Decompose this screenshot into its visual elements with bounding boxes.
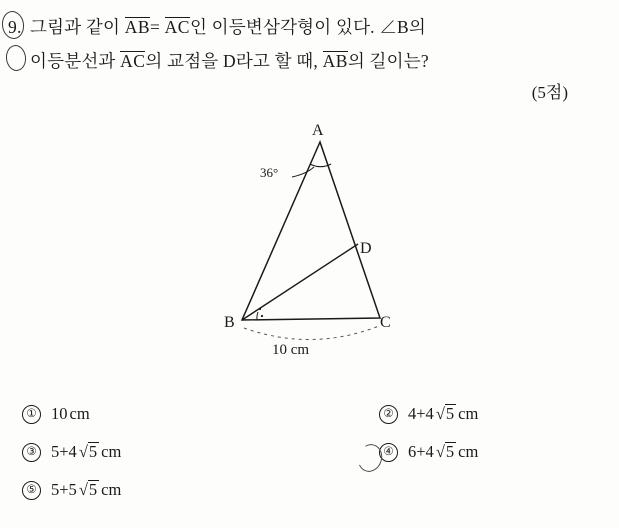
choice-marker-3: ③ (22, 443, 41, 462)
label-point-d: D (360, 240, 372, 257)
label-vertex-c: C (380, 314, 391, 331)
choice-unit-1: cm (69, 404, 90, 423)
question-number: 9. (8, 17, 22, 37)
question-line-1 (8, 10, 608, 44)
radicand-3: 5 (88, 442, 98, 461)
question-equals: = (150, 17, 165, 37)
question-points: (5점) (531, 83, 568, 102)
angle-tick-b2 (261, 315, 263, 317)
question-text-1b: 인 이등변삼각형이 있다. ∠B의 (189, 17, 426, 37)
choice-lead-2: 4+4 (408, 404, 434, 423)
question-block (8, 10, 608, 108)
choice-3[interactable] (10, 442, 367, 462)
choice-marker-2: ② (379, 405, 398, 424)
radicand-4: 5 (445, 442, 455, 461)
choice-1[interactable] (10, 404, 367, 424)
label-vertex-b: B (224, 314, 235, 331)
choice-lead-5: 5+5 (51, 480, 77, 499)
question-text-1a: 그림과 같이 (30, 17, 125, 37)
choice-row-2 (10, 433, 610, 471)
radicand-2: 5 (445, 404, 455, 423)
choice-2[interactable] (367, 404, 478, 424)
radical-4: √5 (435, 442, 455, 461)
answer-choices (10, 395, 610, 509)
choice-marker-5: ⑤ (22, 481, 41, 500)
triangle-figure (200, 120, 450, 365)
choice-row-1 (10, 395, 610, 433)
angle-tick-b1 (259, 308, 261, 310)
segment-ab-2: AB (322, 51, 348, 71)
question-text-2b: 의 교점을 D라고 할 때, (145, 51, 323, 71)
choice-4[interactable] (367, 442, 478, 462)
choice-row-3 (10, 471, 610, 509)
base-measure-arc (244, 326, 379, 340)
choice-marker-1: ① (22, 405, 41, 424)
radical-5: √5 (78, 480, 98, 499)
radical-3: √5 (78, 442, 98, 461)
choice-unit-5: cm (101, 480, 122, 499)
choice-lead-4: 6+4 (408, 442, 434, 461)
choice-5[interactable] (10, 480, 367, 500)
choice-unit-2: cm (458, 404, 479, 423)
label-angle-36: 36° (260, 165, 279, 180)
radicand-5: 5 (88, 480, 98, 499)
choice-unit-4: cm (458, 442, 479, 461)
angle-arc-b1 (257, 312, 258, 320)
question-text-2c: 의 길이는? (347, 51, 429, 71)
question-line-2 (8, 44, 608, 78)
segment-ab-1: AB (124, 17, 150, 37)
question-text-2a: 이등분선과 (30, 51, 121, 71)
segment-ac-2: AC (120, 51, 146, 71)
label-base-length: 10 cm (272, 342, 310, 358)
radical-2: √5 (435, 404, 455, 423)
segment-ac-1: AC (164, 17, 190, 37)
choice-unit-3: cm (101, 442, 122, 461)
triangle-svg (200, 120, 450, 365)
choice-marker-4: ④ (379, 443, 398, 462)
label-vertex-a: A (312, 122, 324, 139)
angle-leader-line (292, 167, 314, 177)
choice-lead-3: 5+4 (51, 442, 77, 461)
choice-value-1: 10 (51, 404, 68, 423)
